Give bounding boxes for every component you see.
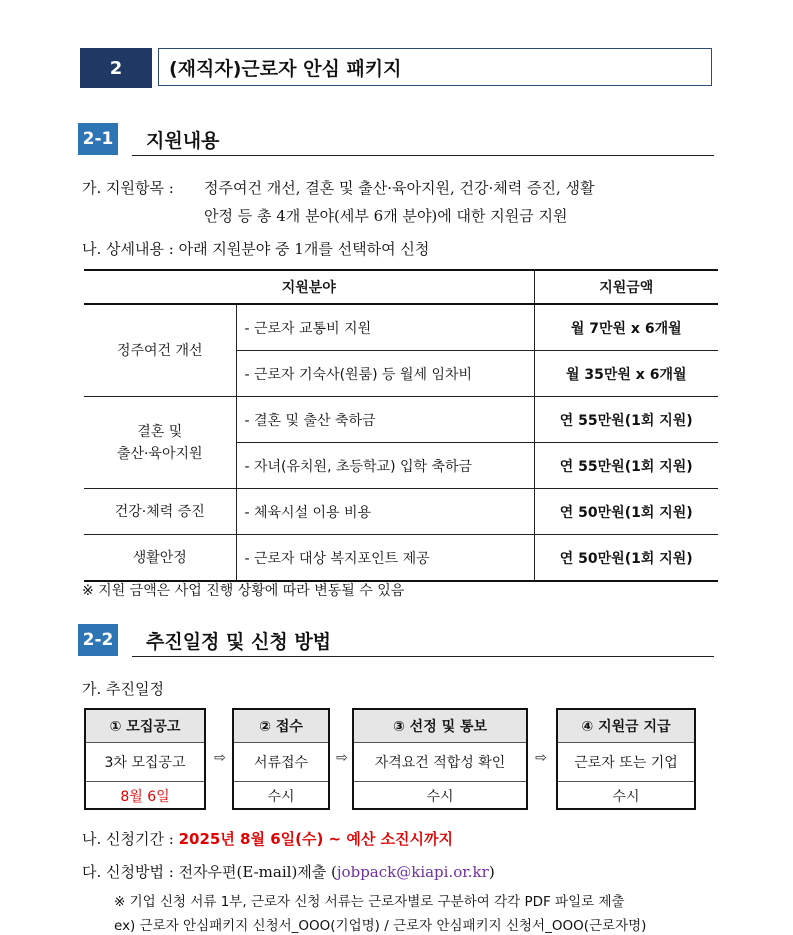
arrow-right-icon: ⇨ <box>336 750 348 766</box>
item-a-line2: 안정 등 총 4개 분야(세부 6개 분야)에 대한 지원금 지원 <box>204 207 568 225</box>
page-title: (재직자)근로자 안심 패키지 <box>169 57 402 80</box>
table-row <box>84 397 718 443</box>
page-title-box <box>158 48 712 86</box>
item-cell: - 결혼 및 출산 축하금 <box>236 397 534 443</box>
category-label: 정주여건 개선 <box>116 342 203 359</box>
item-a-label: 가. 지원항목 : <box>82 179 174 197</box>
amount-cell: 월 7만원 x 6개월 <box>534 304 718 351</box>
email-link[interactable]: jobpack@kiapi.or.kr <box>336 863 489 881</box>
item-cell: - 체육시설 이용 비용 <box>236 489 534 535</box>
method-close: ) <box>488 863 495 881</box>
step-head: ③ 선정 및 통보 <box>354 710 526 743</box>
step-head: ① 모집공고 <box>86 710 204 743</box>
category-label-line2: 출산·육아지원 <box>116 445 203 462</box>
table-row <box>84 304 718 351</box>
table-row <box>84 489 718 535</box>
item-b: 나. 상세내용 : 아래 지원분야 중 1개를 선택하여 신청 <box>82 240 430 258</box>
amount-cell: 연 55만원(1회 지원) <box>534 443 718 489</box>
step-main: 서류접수 <box>234 743 328 782</box>
item-cell: - 근로자 기숙사(원룸) 등 월세 임차비 <box>236 351 534 397</box>
section-divider <box>132 155 714 156</box>
method-note-1: ※ 기업 신청 서류 1부, 근로자 신청 서류는 근로자별로 구분하여 각각 PDF 파일로 제출 <box>114 894 625 910</box>
step-date: 수시 <box>612 789 640 805</box>
period-label: 나. 신청기간 : <box>82 830 174 848</box>
amount-cell: 연 50만원(1회 지원) <box>534 535 718 582</box>
category-cell <box>84 535 236 582</box>
table-header-field: 지원분야 <box>84 270 534 304</box>
step-main: 3차 모집공고 <box>86 743 204 782</box>
category-cell <box>84 489 236 535</box>
section-badge-2-2 <box>78 624 118 656</box>
item-cell: - 근로자 대상 복지포인트 제공 <box>236 535 534 582</box>
table-note: ※ 지원 금액은 사업 진행 상황에 따라 변동될 수 있음 <box>82 583 405 599</box>
item-a-line1: 정주여건 개선, 결혼 및 출산·육아지원, 건강·체력 증진, 생활 <box>204 179 595 197</box>
step-box-2 <box>232 708 330 810</box>
section-title-2-1: 지원내용 <box>146 130 220 152</box>
section-divider <box>132 656 714 657</box>
amount-cell: 월 35만원 x 6개월 <box>534 351 718 397</box>
amount-cell: 연 55만원(1회 지원) <box>534 397 718 443</box>
section-badge-2-1 <box>78 123 118 155</box>
step-box-4 <box>556 708 696 810</box>
method-row <box>82 861 495 882</box>
arrow-right-icon: ⇨ <box>535 750 547 766</box>
step-box-1 <box>84 708 206 810</box>
table-header-row <box>84 270 718 304</box>
step-main: 근로자 또는 기업 <box>558 743 694 782</box>
step-head: ④ 지원금 지급 <box>558 710 694 743</box>
support-table <box>84 269 718 582</box>
step-main: 자격요건 적합성 확인 <box>354 743 526 782</box>
section-title-2-2: 추진일정 및 신청 방법 <box>146 631 332 653</box>
item-cell: - 자녀(유치원, 초등학교) 입학 축하금 <box>236 443 534 489</box>
category-label: 생활안정 <box>132 549 187 566</box>
amount-cell: 연 50만원(1회 지원) <box>534 489 718 535</box>
category-cell <box>84 304 236 397</box>
item-cell: - 근로자 교통비 지원 <box>236 304 534 351</box>
section-badge-label: 2-2 <box>82 630 114 650</box>
method-label: 다. 신청방법 : 전자우편(E-mail)제출 ( <box>82 863 337 881</box>
arrow-right-icon: ⇨ <box>214 750 226 766</box>
step-date: 수시 <box>426 789 454 805</box>
table-header-amount: 지원금액 <box>534 270 718 304</box>
schedule-label: 가. 추진일정 <box>82 680 164 698</box>
period-value: 2025년 8월 6일(수) ~ 예산 소진시까지 <box>178 830 453 848</box>
category-label: 건강·체력 증진 <box>114 503 205 520</box>
step-date: 8월 6일 <box>120 789 170 805</box>
step-head: ② 접수 <box>234 710 328 743</box>
method-note-2: ex) 근로자 안심패키지 신청서_OOO(기업명) / 근로자 안심패키지 신청서_OOO(근로자명) <box>114 918 647 934</box>
category-label: 결혼 및 <box>137 423 183 440</box>
step-box-3 <box>352 708 528 810</box>
table-row <box>84 535 718 582</box>
step-date: 수시 <box>267 789 295 805</box>
section-number: 2 <box>109 57 123 79</box>
section-badge-label: 2-1 <box>82 129 114 149</box>
section-number-box <box>80 48 152 88</box>
period-row <box>82 828 453 849</box>
category-cell <box>84 397 236 489</box>
